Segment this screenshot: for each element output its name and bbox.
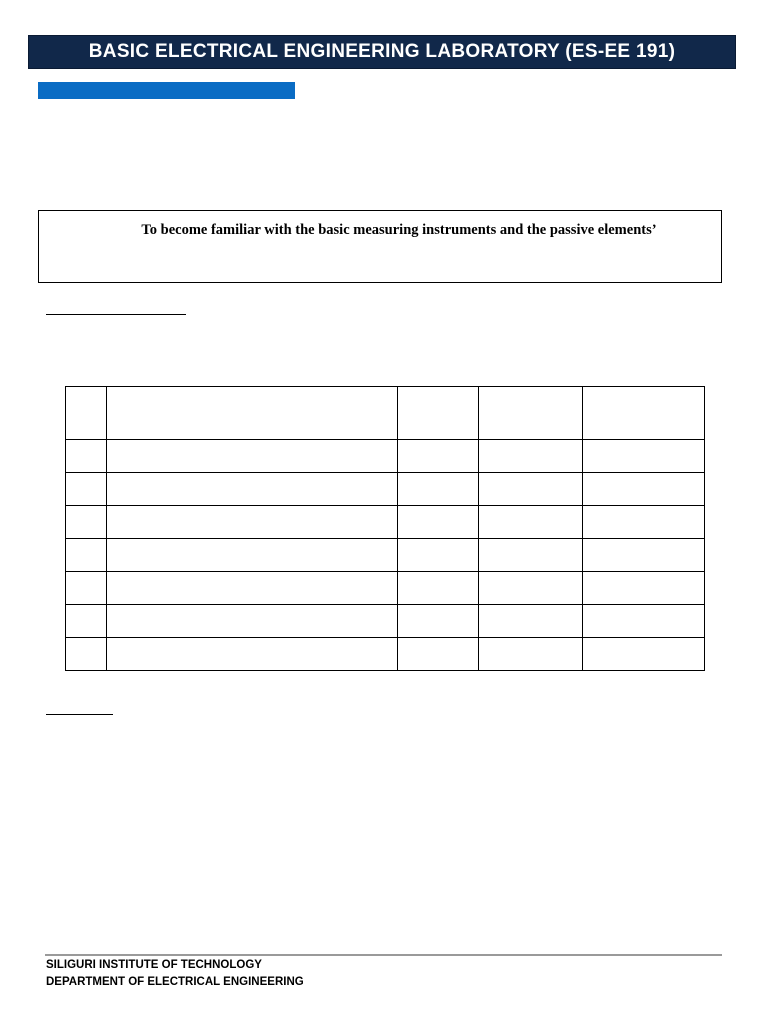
table-cell (583, 572, 705, 605)
table-cell (107, 440, 398, 473)
table-cell (583, 506, 705, 539)
footer-department: DEPARTMENT OF ELECTRICAL ENGINEERING (46, 976, 304, 988)
section-heading-underline (46, 314, 186, 315)
table-cell (398, 572, 479, 605)
table-cell (66, 539, 107, 572)
table-cell (66, 440, 107, 473)
table-cell (398, 605, 479, 638)
table-cell (398, 387, 479, 440)
table-row (66, 539, 705, 572)
table-cell (107, 539, 398, 572)
table-cell (479, 605, 583, 638)
table-cell (583, 539, 705, 572)
table-row (66, 473, 705, 506)
page-title: BASIC ELECTRICAL ENGINEERING LABORATORY (ES-EE 191) (88, 41, 676, 62)
table-cell (107, 473, 398, 506)
table-cell (66, 638, 107, 671)
table-cell (107, 638, 398, 671)
table-cell (398, 440, 479, 473)
table-row (66, 506, 705, 539)
table-cell (479, 506, 583, 539)
table-cell (66, 572, 107, 605)
objective-box (38, 210, 722, 283)
table-row (66, 605, 705, 638)
table-header-row (66, 387, 705, 440)
table-row (66, 440, 705, 473)
accent-bar (38, 82, 295, 99)
table-cell (107, 387, 398, 440)
table-cell (66, 605, 107, 638)
table-cell (398, 539, 479, 572)
table-cell (479, 539, 583, 572)
table-row (66, 572, 705, 605)
header-banner (28, 35, 736, 69)
table-cell (66, 387, 107, 440)
table-cell (398, 506, 479, 539)
table-cell (479, 572, 583, 605)
objective-text: To become familiar with the basic measuring instruments and the passive elements’ (141, 222, 657, 238)
table-cell (107, 605, 398, 638)
table-row (66, 638, 705, 671)
table-cell (107, 506, 398, 539)
table-cell (66, 506, 107, 539)
footer-institute: SILIGURI INSTITUTE OF TECHNOLOGY (46, 959, 262, 971)
equipment-table (65, 386, 705, 671)
table-cell (479, 440, 583, 473)
table-cell (479, 638, 583, 671)
table-cell (107, 572, 398, 605)
table-cell (583, 473, 705, 506)
footer-divider (45, 954, 722, 956)
table-cell (583, 440, 705, 473)
table-cell (398, 473, 479, 506)
section-heading-underline-2 (46, 714, 113, 715)
table-cell (583, 387, 705, 440)
table-cell (398, 638, 479, 671)
table-cell (66, 473, 107, 506)
table-cell (479, 387, 583, 440)
table-cell (479, 473, 583, 506)
table-cell (583, 638, 705, 671)
table-cell (583, 605, 705, 638)
